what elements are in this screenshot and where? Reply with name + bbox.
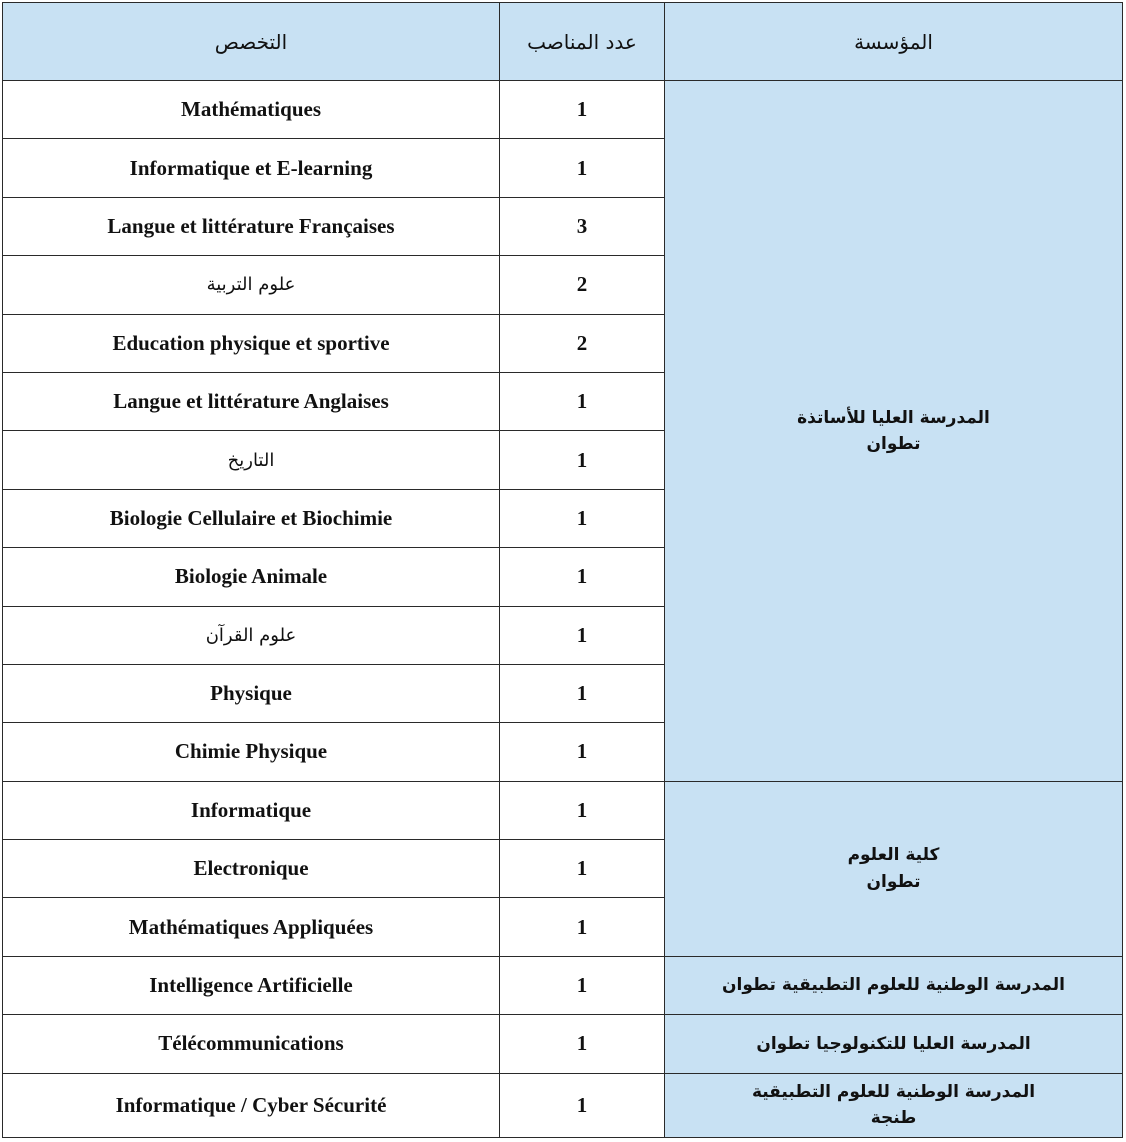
posts-count-cell: 1: [500, 1073, 665, 1137]
specialty-cell: Mathématiques Appliquées: [3, 898, 500, 956]
header-institution: المؤسسة: [665, 3, 1123, 81]
header-posts: عدد المناصب: [500, 3, 665, 81]
institution-cell: [665, 1073, 1123, 1137]
posts-count-cell: 1: [500, 781, 665, 839]
institution-name-line: المدرسة العليا للتكنولوجيا تطوان: [756, 1033, 1031, 1054]
specialty-cell: Mathématiques: [3, 81, 500, 139]
posts-count-cell: 1: [500, 898, 665, 956]
posts-count-cell: 1: [500, 664, 665, 722]
specialty-cell: علوم القرآن: [3, 606, 500, 664]
posts-count-cell: 1: [500, 431, 665, 489]
table-body: [3, 81, 1123, 1138]
table-row: [3, 956, 1123, 1014]
posts-count-cell: 1: [500, 139, 665, 197]
specialty-cell: Chimie Physique: [3, 723, 500, 781]
posts-count-cell: 1: [500, 548, 665, 606]
institution-cell: [665, 781, 1123, 956]
specialty-cell: Informatique: [3, 781, 500, 839]
posts-count-cell: 1: [500, 1015, 665, 1073]
posts-count-cell: 1: [500, 956, 665, 1014]
specialty-cell: Informatique / Cyber Sécurité: [3, 1073, 500, 1137]
posts-count-cell: 1: [500, 81, 665, 139]
institution-name-line: طنجة: [870, 1108, 917, 1129]
posts-count-cell: 3: [500, 197, 665, 255]
specialty-cell: Intelligence Artificielle: [3, 956, 500, 1014]
posts-count-cell: 1: [500, 372, 665, 430]
table-header-row: [3, 3, 1123, 81]
specialty-cell: Biologie Cellulaire et Biochimie: [3, 489, 500, 547]
specialty-cell: Education physique et sportive: [3, 314, 500, 372]
specialty-cell: Télécommunications: [3, 1015, 500, 1073]
institution-name-line: المدرسة العليا للأساتذة: [797, 407, 990, 428]
specialty-cell: Biologie Animale: [3, 548, 500, 606]
posts-count-cell: 2: [500, 314, 665, 372]
institution-name-line: المدرسة الوطنية للعلوم التطبيقية تطوان: [722, 975, 1065, 996]
specialty-cell: التاريخ: [3, 431, 500, 489]
specialty-cell: Informatique et E-learning: [3, 139, 500, 197]
institution-name-line: تطوان: [866, 871, 921, 892]
posts-count-cell: 1: [500, 606, 665, 664]
table-row: [3, 1015, 1123, 1073]
institution-name-line: كلية العلوم: [847, 845, 940, 866]
specialty-cell: علوم التربية: [3, 256, 500, 314]
posts-table: [2, 2, 1123, 1138]
table-row: [3, 81, 1123, 139]
institution-name-line: المدرسة الوطنية للعلوم التطبيقية: [751, 1081, 1036, 1102]
specialty-cell: Physique: [3, 664, 500, 722]
header-specialty: التخصص: [3, 3, 500, 81]
table-row: [3, 781, 1123, 839]
institution-name-line: تطوان: [866, 433, 921, 454]
institution-cell: [665, 81, 1123, 782]
institution-cell: [665, 1015, 1123, 1073]
specialty-cell: Langue et littérature Anglaises: [3, 372, 500, 430]
posts-count-cell: 1: [500, 489, 665, 547]
posts-count-cell: 1: [500, 840, 665, 898]
posts-count-cell: 1: [500, 723, 665, 781]
specialty-cell: Electronique: [3, 840, 500, 898]
institution-cell: [665, 956, 1123, 1014]
specialty-cell: Langue et littérature Françaises: [3, 197, 500, 255]
posts-count-cell: 2: [500, 256, 665, 314]
table-row: [3, 1073, 1123, 1137]
